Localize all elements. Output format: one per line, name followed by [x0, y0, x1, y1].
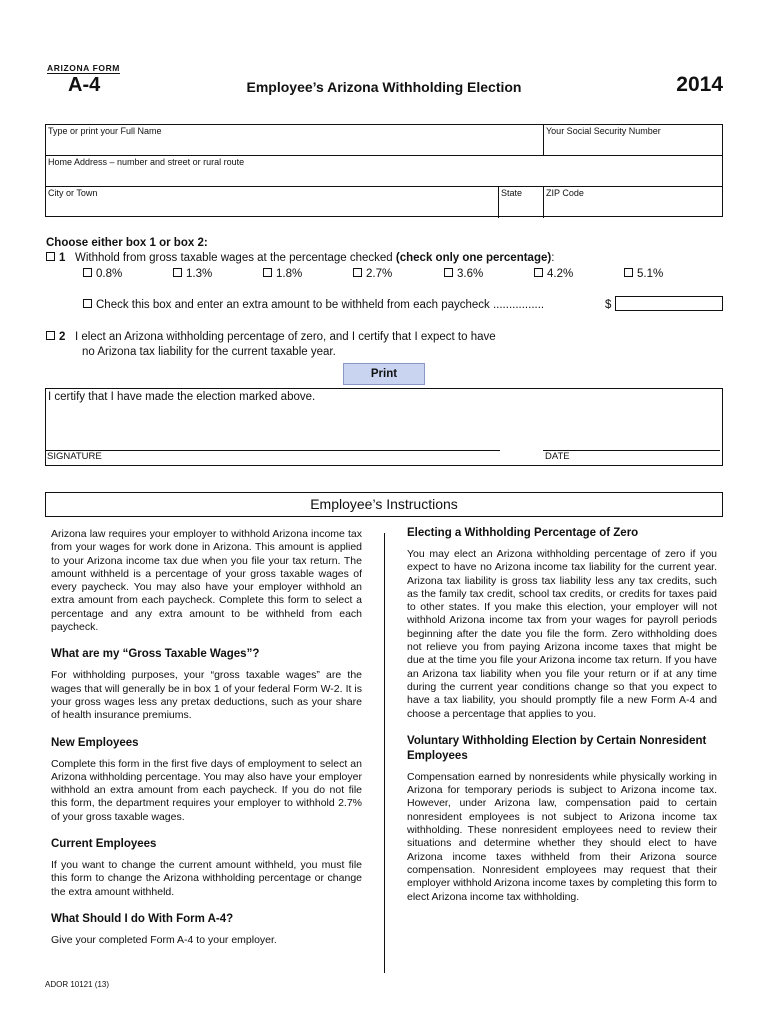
print-button[interactable]: Print: [343, 363, 425, 385]
pct-checkbox[interactable]: [534, 268, 543, 277]
page-title: Employee’s Arizona Withholding Election: [246, 79, 522, 95]
what-to-do-heading: What Should I do With Form A-4?: [51, 912, 234, 925]
box1-bold-text: (check only one percentage): [395, 252, 552, 264]
state-field[interactable]: [498, 187, 543, 218]
certification-text: I certify that I have made the election marked above.: [48, 391, 316, 403]
form-number: A-4: [68, 74, 101, 96]
current-employees-heading: Current Employees: [51, 838, 157, 851]
box2-text-line1: I elect an Arizona withholding percentage of zero, and I certify that I expect to have: [75, 331, 496, 343]
box2-line: [46, 331, 496, 343]
extra-amount-line: [83, 299, 544, 311]
box1-text: Withhold from gross taxable wages at the percentage checked: [75, 252, 396, 264]
pct-checkbox[interactable]: [624, 268, 633, 277]
zip-label: ZIP Code: [546, 188, 584, 198]
ssn-label: Your Social Security Number: [546, 126, 661, 136]
form-label: ARIZONA FORM: [47, 63, 120, 73]
pct-checkbox[interactable]: [263, 268, 272, 277]
pct-label: 2.7%: [366, 268, 393, 280]
city-label: City or Town: [48, 188, 98, 198]
pct-option-5-1[interactable]: [624, 268, 663, 280]
pct-checkbox[interactable]: [444, 268, 453, 277]
pct-label: 1.8%: [276, 268, 303, 280]
pct-option-3-6[interactable]: [444, 268, 483, 280]
pct-label: 4.2%: [547, 268, 574, 280]
pct-checkbox[interactable]: [83, 268, 92, 277]
nonresident-heading: Voluntary Withholding Election by Certain Nonresident Employees: [407, 734, 707, 762]
address-label: Home Address – number and street or rural route: [48, 157, 245, 167]
box2-checkbox[interactable]: [46, 331, 55, 340]
current-employees-paragraph: If you want to change the current amount withheld, you must file this form to change the Arizona withholding percentage or change the extra amount withheld.: [51, 859, 362, 898]
what-to-do-paragraph: Give your completed Form A-4 to your employer.: [51, 933, 277, 946]
pct-option-2-7[interactable]: [353, 268, 392, 280]
box1-checkbox[interactable]: [46, 252, 55, 261]
state-label: State: [501, 188, 523, 198]
date-label: DATE: [545, 451, 570, 462]
pct-label: 1.3%: [186, 268, 213, 280]
pct-option-0-8[interactable]: [83, 268, 122, 280]
pct-label: 0.8%: [96, 268, 123, 280]
gtw-heading: What are my “Gross Taxable Wages”?: [51, 648, 260, 661]
instructions-right-column: [407, 526, 717, 904]
full-name-label: Type or print your Full Name: [48, 126, 162, 136]
choose-box-heading: Choose either box 1 or box 2:: [46, 237, 208, 249]
new-employees-paragraph: Complete this form in the first five days of employment to select an Arizona withholding percentage. You may also have your employer withhold an extra amount from each paycheck. If you do not file this form, the department requires your employer to withhold 2.7% of your gross taxable wages.: [51, 757, 362, 823]
gtw-paragraph: For withholding purposes, your “gross taxable wages” are the wages that will generally be in box 1 of your federal Form W-2. It is your gross wages less any pretax deductions, such as your share of health insurance premiums.: [51, 669, 362, 722]
column-divider: [384, 533, 385, 973]
box2-number: 2: [59, 331, 66, 343]
pct-option-1-8[interactable]: [263, 268, 302, 280]
pct-option-1-3[interactable]: [173, 268, 212, 280]
zero-heading: Electing a Withholding Percentage of Zero: [407, 527, 639, 539]
signature-line[interactable]: [46, 450, 500, 451]
pct-option-4-2[interactable]: [534, 268, 573, 280]
form-year: 2014: [676, 73, 723, 96]
box1-number: 1: [59, 252, 66, 264]
box2-text-line2: no Arizona tax liability for the current taxable year.: [82, 346, 336, 358]
signature-label: SIGNATURE: [47, 451, 102, 462]
city-field[interactable]: [46, 187, 498, 218]
instructions-left-column: [51, 528, 362, 947]
address-field[interactable]: [46, 156, 722, 187]
employee-info-table: [45, 124, 723, 217]
extra-amount-checkbox[interactable]: [83, 299, 92, 308]
nonresident-paragraph: Compensation earned by nonresidents while physically working in Arizona for temporary periods is subject to Arizona income tax. However, under Arizona law, compensation paid to certain nonresident employees is not subject to Arizona income tax withholding. These nonresident employees need to review their situations and determine whether they should elect to have Arizona income taxes withheld from their Arizona source compensation. Nonresident employees may request that their employer withhold Arizona income taxes by completing this form to elect Arizona income tax withholding.: [407, 770, 717, 903]
instructions-heading: Employee’s Instructions: [45, 492, 723, 517]
zero-paragraph: You may elect an Arizona withholding percentage of zero if you expect to have no Arizona income tax liability for the current year. Arizona tax liability is gross tax liability less any tax credits, such as the family tax credit, school tax credits, or credits for taxes paid to other states. If you make this election, your employer will not withhold Arizona income tax from your wages for payroll periods beginning after the date you file the form. Zero withholding does not relieve you from paying Arizona income taxes that might be due at the time you file your Arizona income tax return. If you have an Arizona tax liability when you file your return or if at any time during the current year conditions change so that you expect to have a tax liability, you should promptly file a new Form A-4 and choose a percentage that applies to you.: [407, 548, 717, 720]
zip-field[interactable]: [543, 187, 722, 218]
pct-label: 3.6%: [457, 268, 484, 280]
extra-amount-text: Check this box and enter an extra amount to be withheld from each paycheck ................: [96, 299, 545, 311]
full-name-field[interactable]: [46, 125, 543, 156]
dollar-sign: $: [605, 299, 612, 311]
footer-form-code: ADOR 10121 (13): [45, 980, 110, 989]
box1-line: [46, 252, 554, 264]
pct-checkbox[interactable]: [173, 268, 182, 277]
new-employees-heading: New Employees: [51, 736, 139, 749]
pct-label: 5.1%: [637, 268, 664, 280]
ssn-field[interactable]: [543, 125, 722, 156]
intro-paragraph: Arizona law requires your employer to withhold Arizona income tax from your wages for work done in Arizona. This amount is applied to your Arizona income tax due when you file your tax return. The amount withheld is a percentage of your gross taxable wages of every paycheck. You may also have your employer withhold an extra amount from each paycheck. Complete this form to select a percentage and any extra amount to be withheld from each paycheck.: [51, 528, 362, 634]
box1-colon: :: [551, 252, 555, 264]
extra-amount-input[interactable]: [615, 296, 723, 311]
pct-checkbox[interactable]: [353, 268, 362, 277]
